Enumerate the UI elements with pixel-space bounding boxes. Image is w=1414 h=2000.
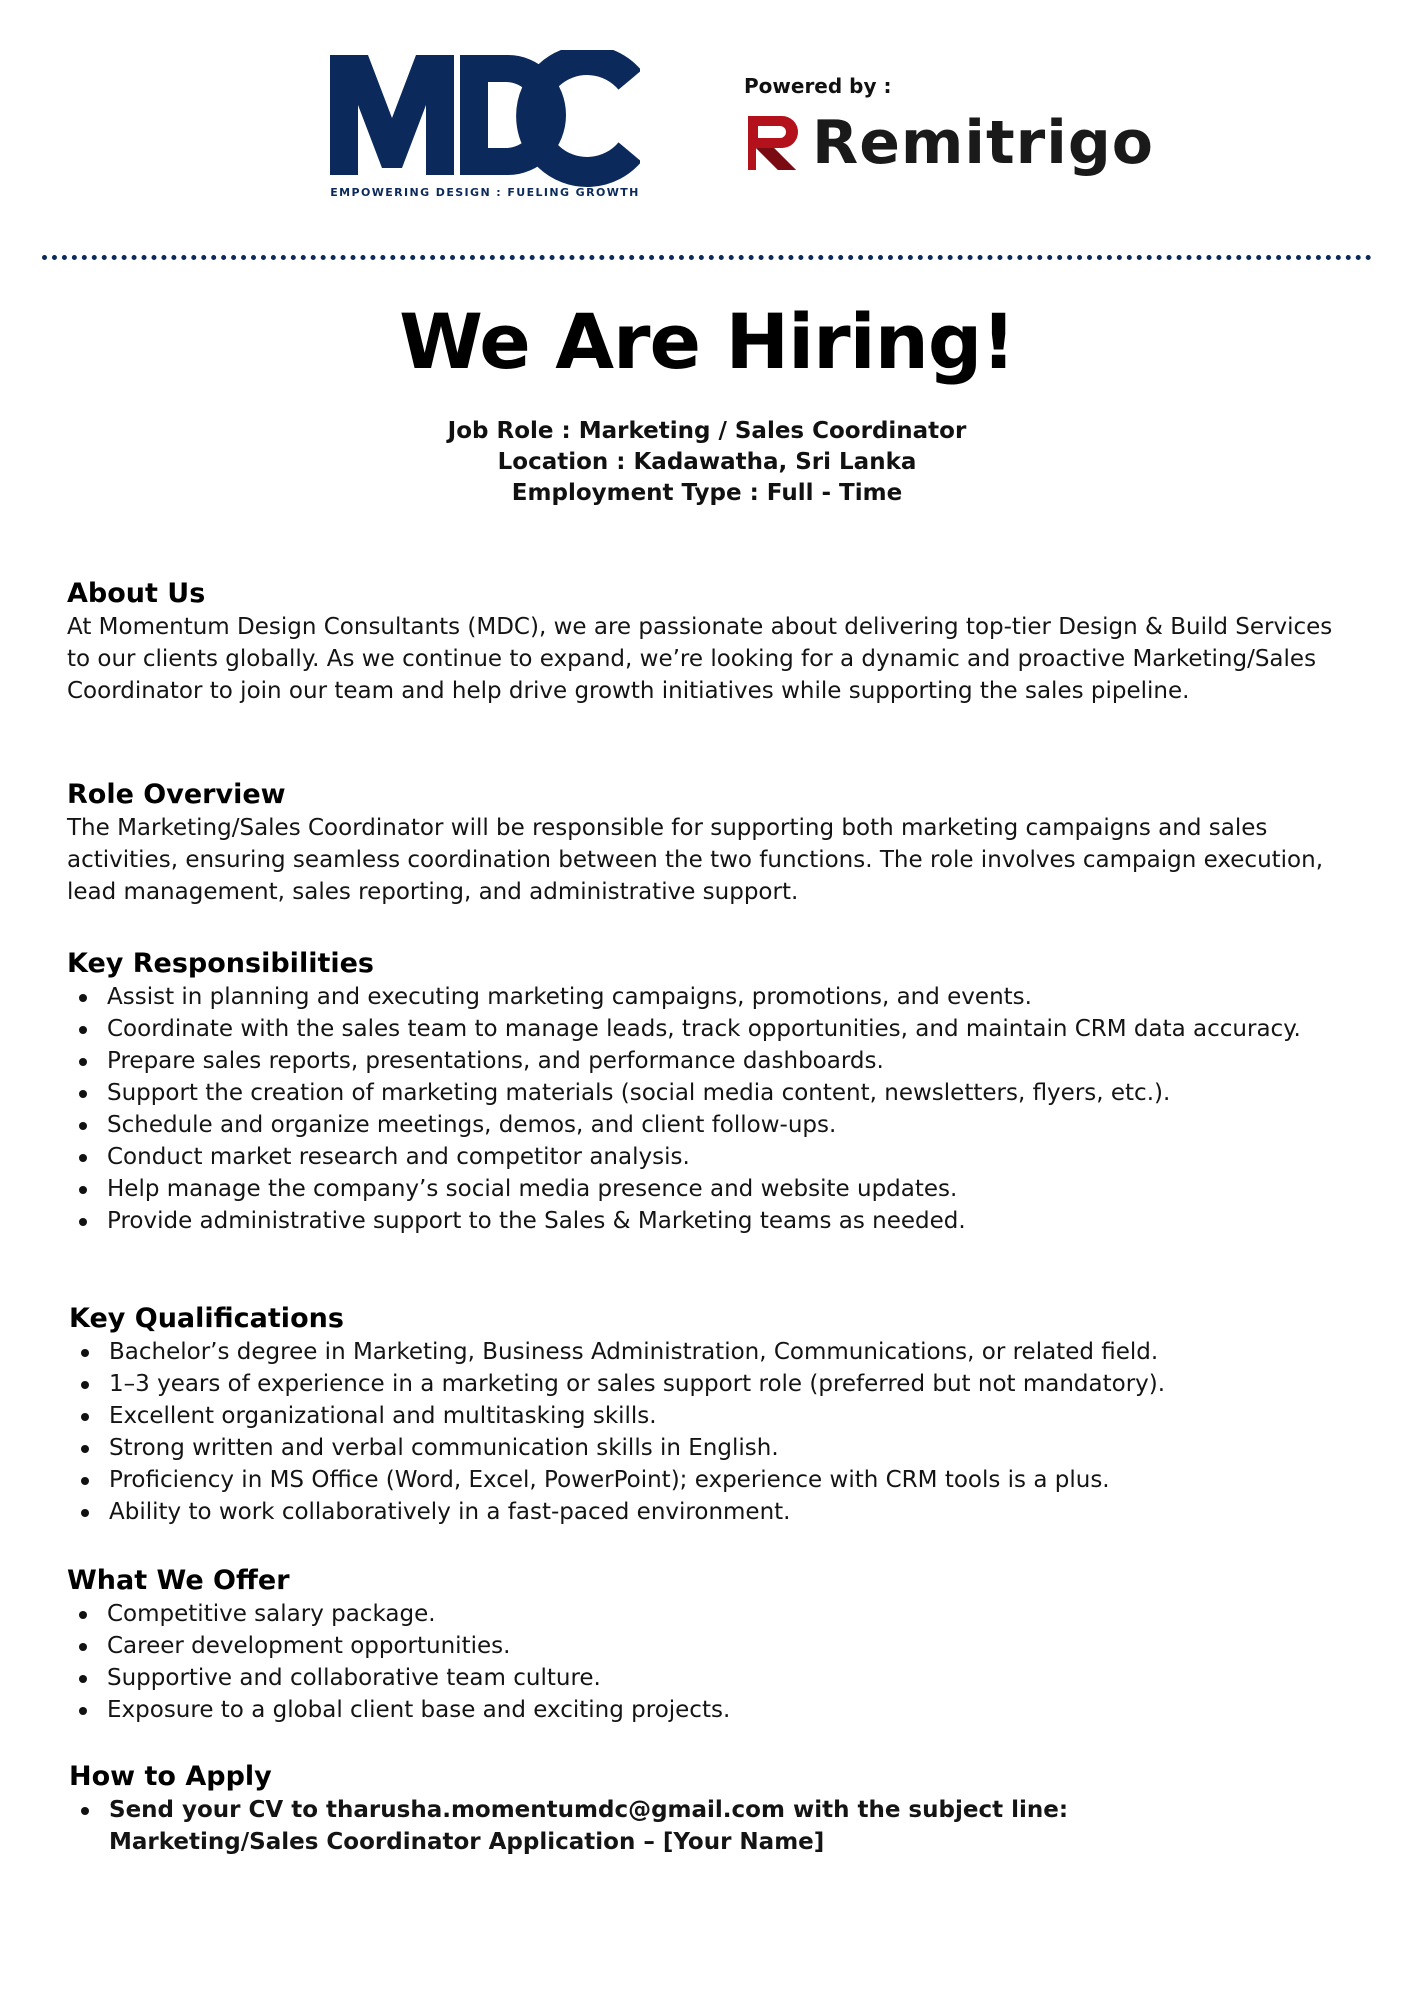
list-item: Bachelor’s degree in Marketing, Business Administration, Communications, or related field.: [69, 1336, 1359, 1368]
list-item: Schedule and organize meetings, demos, and client follow-ups.: [67, 1109, 1357, 1141]
list-item: Prepare sales reports, presentations, and performance dashboards.: [67, 1045, 1357, 1077]
list-item: Supportive and collaborative team culture.: [67, 1662, 1357, 1694]
overview-title: Role Overview: [67, 779, 286, 810]
overview-section: [67, 778, 1357, 908]
dotted-divider: [42, 255, 1372, 260]
remitrigo-mark-icon: [744, 112, 806, 174]
offer-title: What We Offer: [67, 1565, 290, 1596]
mdc-tagline: EMPOWERING DESIGN : FUELING GROWTH: [330, 186, 640, 199]
about-section: [67, 577, 1357, 707]
remitrigo-logo: [744, 108, 1154, 178]
about-title: About Us: [67, 578, 206, 609]
powered-by-label: Powered by :: [744, 74, 892, 98]
header: [0, 0, 1414, 240]
qualifications-title: Key Qualifications: [69, 1303, 344, 1334]
mdc-logo: [330, 50, 640, 205]
list-item: Ability to work collaboratively in a fast-paced environment.: [69, 1496, 1359, 1528]
list-item: Strong written and verbal communication skills in English.: [69, 1432, 1359, 1464]
page-title: We Are Hiring!: [399, 297, 1015, 386]
apply-instructions[interactable]: Send your CV to tharusha.momentumdc@gmail.com with the subject line: Marketing/Sales Coordinator Application – [Your Name]: [69, 1794, 1249, 1858]
job-meta: [0, 416, 1414, 509]
list-item: Coordinate with the sales team to manage leads, track opportunities, and maintain CRM data accuracy.: [67, 1013, 1357, 1045]
mdc-logo-m: [330, 55, 454, 175]
job-role: Job Role : Marketing / Sales Coordinator: [447, 418, 967, 444]
list-item: Career development opportunities.: [67, 1630, 1357, 1662]
employment-type: Employment Type : Full - Time: [511, 480, 903, 506]
list-item: Help manage the company’s social media presence and website updates.: [67, 1173, 1357, 1205]
list-item: Competitive salary package.: [67, 1598, 1357, 1630]
list-item: Provide administrative support to the Sales & Marketing teams as needed.: [67, 1205, 1357, 1237]
apply-title: How to Apply: [69, 1761, 272, 1792]
list-item: Excellent organizational and multitasking skills.: [69, 1400, 1359, 1432]
responsibilities-list: [67, 981, 1357, 1237]
about-text: At Momentum Design Consultants (MDC), we are passionate about delivering top-tier Design & Build Services to our clients globally. As we continue to expand, we’re looking for a dynamic and proactive Marketing/Sales Coordinator to join our team and help drive growth initiatives while supporting the sales pipeline.: [67, 614, 1333, 704]
list-item: Support the creation of marketing materials (social media content, newsletters, flyers, etc.).: [67, 1077, 1357, 1109]
list-item: Assist in planning and executing marketing campaigns, promotions, and events.: [67, 981, 1357, 1013]
qualifications-section: [69, 1302, 1359, 1528]
list-item: Conduct market research and competitor analysis.: [67, 1141, 1357, 1173]
job-location: Location : Kadawatha, Sri Lanka: [497, 449, 917, 475]
list-item: 1–3 years of experience in a marketing or sales support role (preferred but not mandatory).: [69, 1368, 1359, 1400]
qualifications-list: [69, 1336, 1359, 1528]
mdc-logo-c: [531, 60, 630, 172]
responsibilities-title: Key Responsibilities: [67, 948, 374, 979]
apply-list: [69, 1794, 1249, 1858]
offer-section: [67, 1564, 1357, 1726]
remitrigo-wordmark: Remitrigo: [812, 108, 1154, 178]
overview-text: The Marketing/Sales Coordinator will be responsible for supporting both marketing campaigns and sales activities, ensuring seamless coordination between the two functions. The role involves campaign execution, lead management, sales reporting, and administrative support.: [67, 815, 1324, 905]
list-item: Proficiency in MS Office (Word, Excel, PowerPoint); experience with CRM tools is a plus.: [69, 1464, 1359, 1496]
responsibilities-section: [67, 947, 1357, 1237]
apply-section: [69, 1760, 1249, 1858]
offer-list: [67, 1598, 1357, 1726]
list-item: Exposure to a global client base and exciting projects.: [67, 1694, 1357, 1726]
